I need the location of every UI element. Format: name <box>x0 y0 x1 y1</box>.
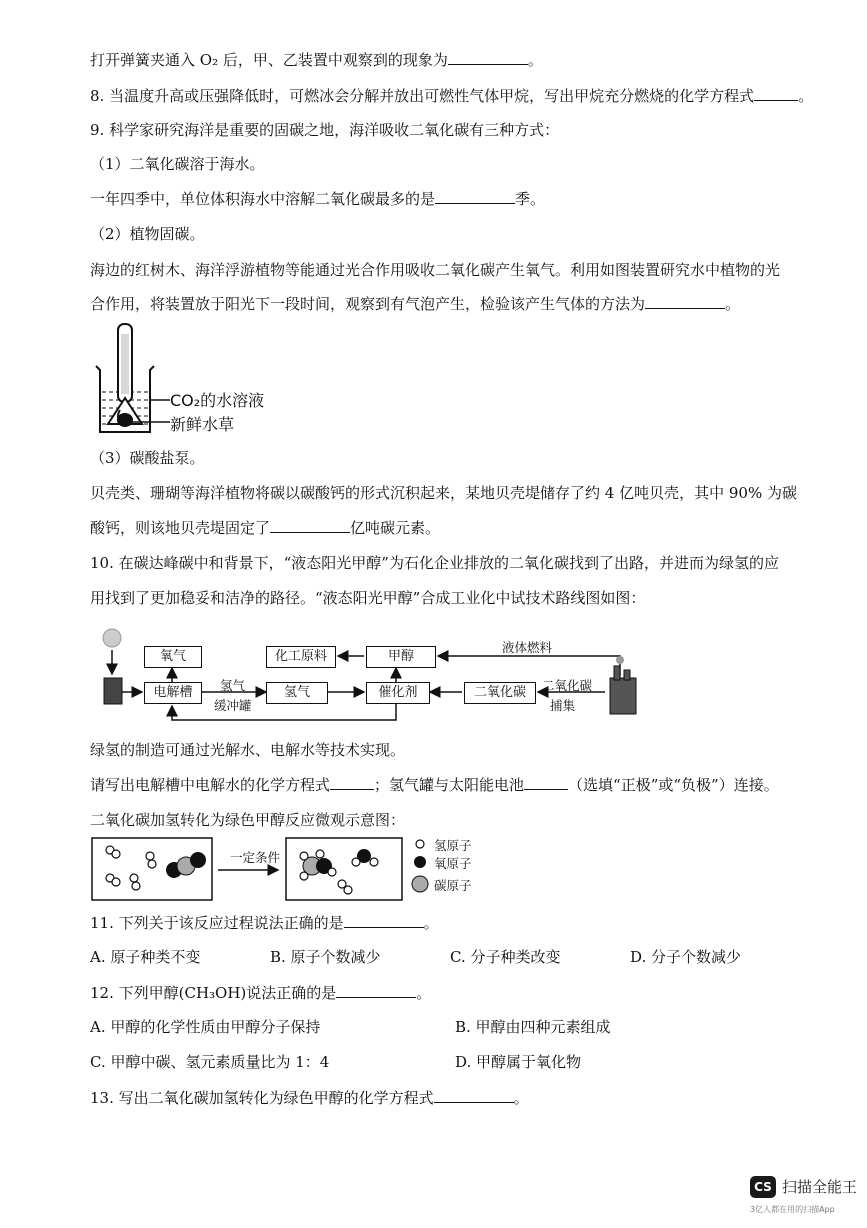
beaker-label-co2-solution: CO₂的水溶液 <box>170 391 265 410</box>
q11-option-b[interactable]: B. 原子个数减少 <box>270 948 381 966</box>
question-9-part-3-text-b: 酸钙，则该地贝壳堤固定了 亿吨碳元素。 <box>90 519 441 537</box>
question-10-text-d: 请写出电解槽中电解水的化学方程式 ；氢气罐与太阳能电池 （选填“正极”或“负极”）连接。 <box>90 776 779 794</box>
flow-label-h2: 氢气 <box>220 678 246 693</box>
question-13: 13. 写出二氧化碳加氢转化为绿色甲醇的化学方程式 。 <box>90 1089 529 1107</box>
flow-box-catalyst: 催化剂 <box>366 682 430 704</box>
flow-box-chem-material: 化工原料 <box>266 646 336 668</box>
question-9-part-3-text-a: 贝壳类、珊瑚等海洋植物将碳以碳酸钙的形式沉积起来，某地贝壳堤储存了约 4 亿吨贝壳，其中 90% 为碳 <box>90 484 797 502</box>
q11-option-a[interactable]: A. 原子种类不变 <box>90 948 201 966</box>
question-9-part-3: （3）碳酸盐泵。 <box>90 449 205 467</box>
flow-label-liquid-fuel: 液体燃料 <box>502 640 553 655</box>
flow-box-hydrogen: 氢气 <box>266 682 328 704</box>
answer-blank[interactable] <box>336 983 416 998</box>
question-10-text-c: 绿氢的制造可通过光解水、电解水等技术实现。 <box>90 741 406 759</box>
q11-option-c[interactable]: C. 分子种类改变 <box>450 948 561 966</box>
flow-label-buffer-tank: 缓冲罐 <box>214 698 252 713</box>
flow-box-co2: 二氧化碳 <box>464 682 536 704</box>
question-10-text-a: 10. 在碳达峰碳中和背景下，“液态阳光甲醇”为石化企业排放的二氧化碳找到了出路，并进而为绿氢的应 <box>90 554 779 572</box>
flow-box-electrolyzer: 电解槽 <box>144 682 202 704</box>
answer-blank[interactable] <box>270 518 350 533</box>
flow-box-methanol: 甲醇 <box>366 646 436 668</box>
micro-reaction-diagram <box>90 836 510 906</box>
flow-box-oxygen: 氧气 <box>144 646 202 668</box>
question-11: 11. 下列关于该反应过程说法正确的是 。 <box>90 914 439 932</box>
answer-blank[interactable] <box>330 775 374 790</box>
flow-label-co2-capture-1: 二氧化碳 <box>542 678 593 693</box>
process-flow-diagram <box>90 626 650 726</box>
question-9: 9. 科学家研究海洋是重要的固碳之地，海洋吸收二氧化碳有三种方式： <box>90 121 560 139</box>
answer-blank[interactable] <box>645 294 725 309</box>
watermark-app-name: 扫描全能王 <box>782 1178 858 1196</box>
text-line-1: 打开弹簧夹通入 O₂ 后，甲、乙装置中观察到的现象为 。 <box>90 51 543 69</box>
question-12: 12. 下列甲醇(CH₃OH)说法正确的是 。 <box>90 984 432 1002</box>
question-9-part-1-text: 一年四季中，单位体积海水中溶解二氧化碳最多的是 季。 <box>90 190 546 208</box>
beaker-label-water-plant: 新鲜水草 <box>170 415 235 434</box>
answer-blank[interactable] <box>344 913 424 928</box>
answer-blank[interactable] <box>448 50 528 65</box>
flow-label-co2-capture-2: 捕集 <box>550 698 576 713</box>
legend-hydrogen-atom: 氢原子 <box>434 838 472 853</box>
q12-option-b[interactable]: B. 甲醇由四种元素组成 <box>455 1018 611 1036</box>
q12-option-c[interactable]: C. 甲醇中碳、氢元素质量比为 1：4 <box>90 1053 330 1071</box>
answer-blank[interactable] <box>434 1088 514 1103</box>
answer-blank[interactable] <box>435 189 515 204</box>
q12-option-d[interactable]: D. 甲醇属于氧化物 <box>455 1053 582 1071</box>
q11-option-d[interactable]: D. 分子个数减少 <box>630 948 742 966</box>
q12-option-a[interactable]: A. 甲醇的化学性质由甲醇分子保持 <box>90 1018 321 1036</box>
question-10-text-b: 用找到了更加稳妥和洁净的路径。“液态阳光甲醇”合成工业化中试技术路线图如图： <box>90 589 646 607</box>
question-9-part-1: （1）二氧化碳溶于海水。 <box>90 155 265 173</box>
factory-icon <box>610 656 636 714</box>
legend-carbon-atom: 碳原子 <box>434 878 472 893</box>
question-8: 8. 当温度升高或压强降低时，可燃冰会分解并放出可燃性气体甲烷，写出甲烷充分燃烧的化学方程式 。 <box>90 87 814 105</box>
answer-blank[interactable] <box>754 86 798 101</box>
question-9-part-2-text-a: 海边的红树木、海洋浮游植物等能通过光合作用吸收二氧化碳产生氧气。利用如图装置研究水中植物的光 <box>90 261 781 279</box>
answer-blank[interactable] <box>524 775 568 790</box>
micro-label-condition: 一定条件 <box>230 850 281 865</box>
legend-oxygen-atom: 氧原子 <box>434 856 472 871</box>
camscanner-logo-icon: CS <box>750 1176 776 1198</box>
beaker-diagram <box>90 320 310 440</box>
question-9-part-2-text-b: 合作用，将装置放于阳光下一段时间，观察到有气泡产生，检验该产生气体的方法为 。 <box>90 295 741 313</box>
question-9-part-2: （2）植物固碳。 <box>90 225 205 243</box>
question-10-text-e: 二氧化碳加氢转化为绿色甲醇反应微观示意图： <box>90 811 406 829</box>
watermark-tagline: 3亿人都在用的扫描App <box>750 1205 835 1214</box>
